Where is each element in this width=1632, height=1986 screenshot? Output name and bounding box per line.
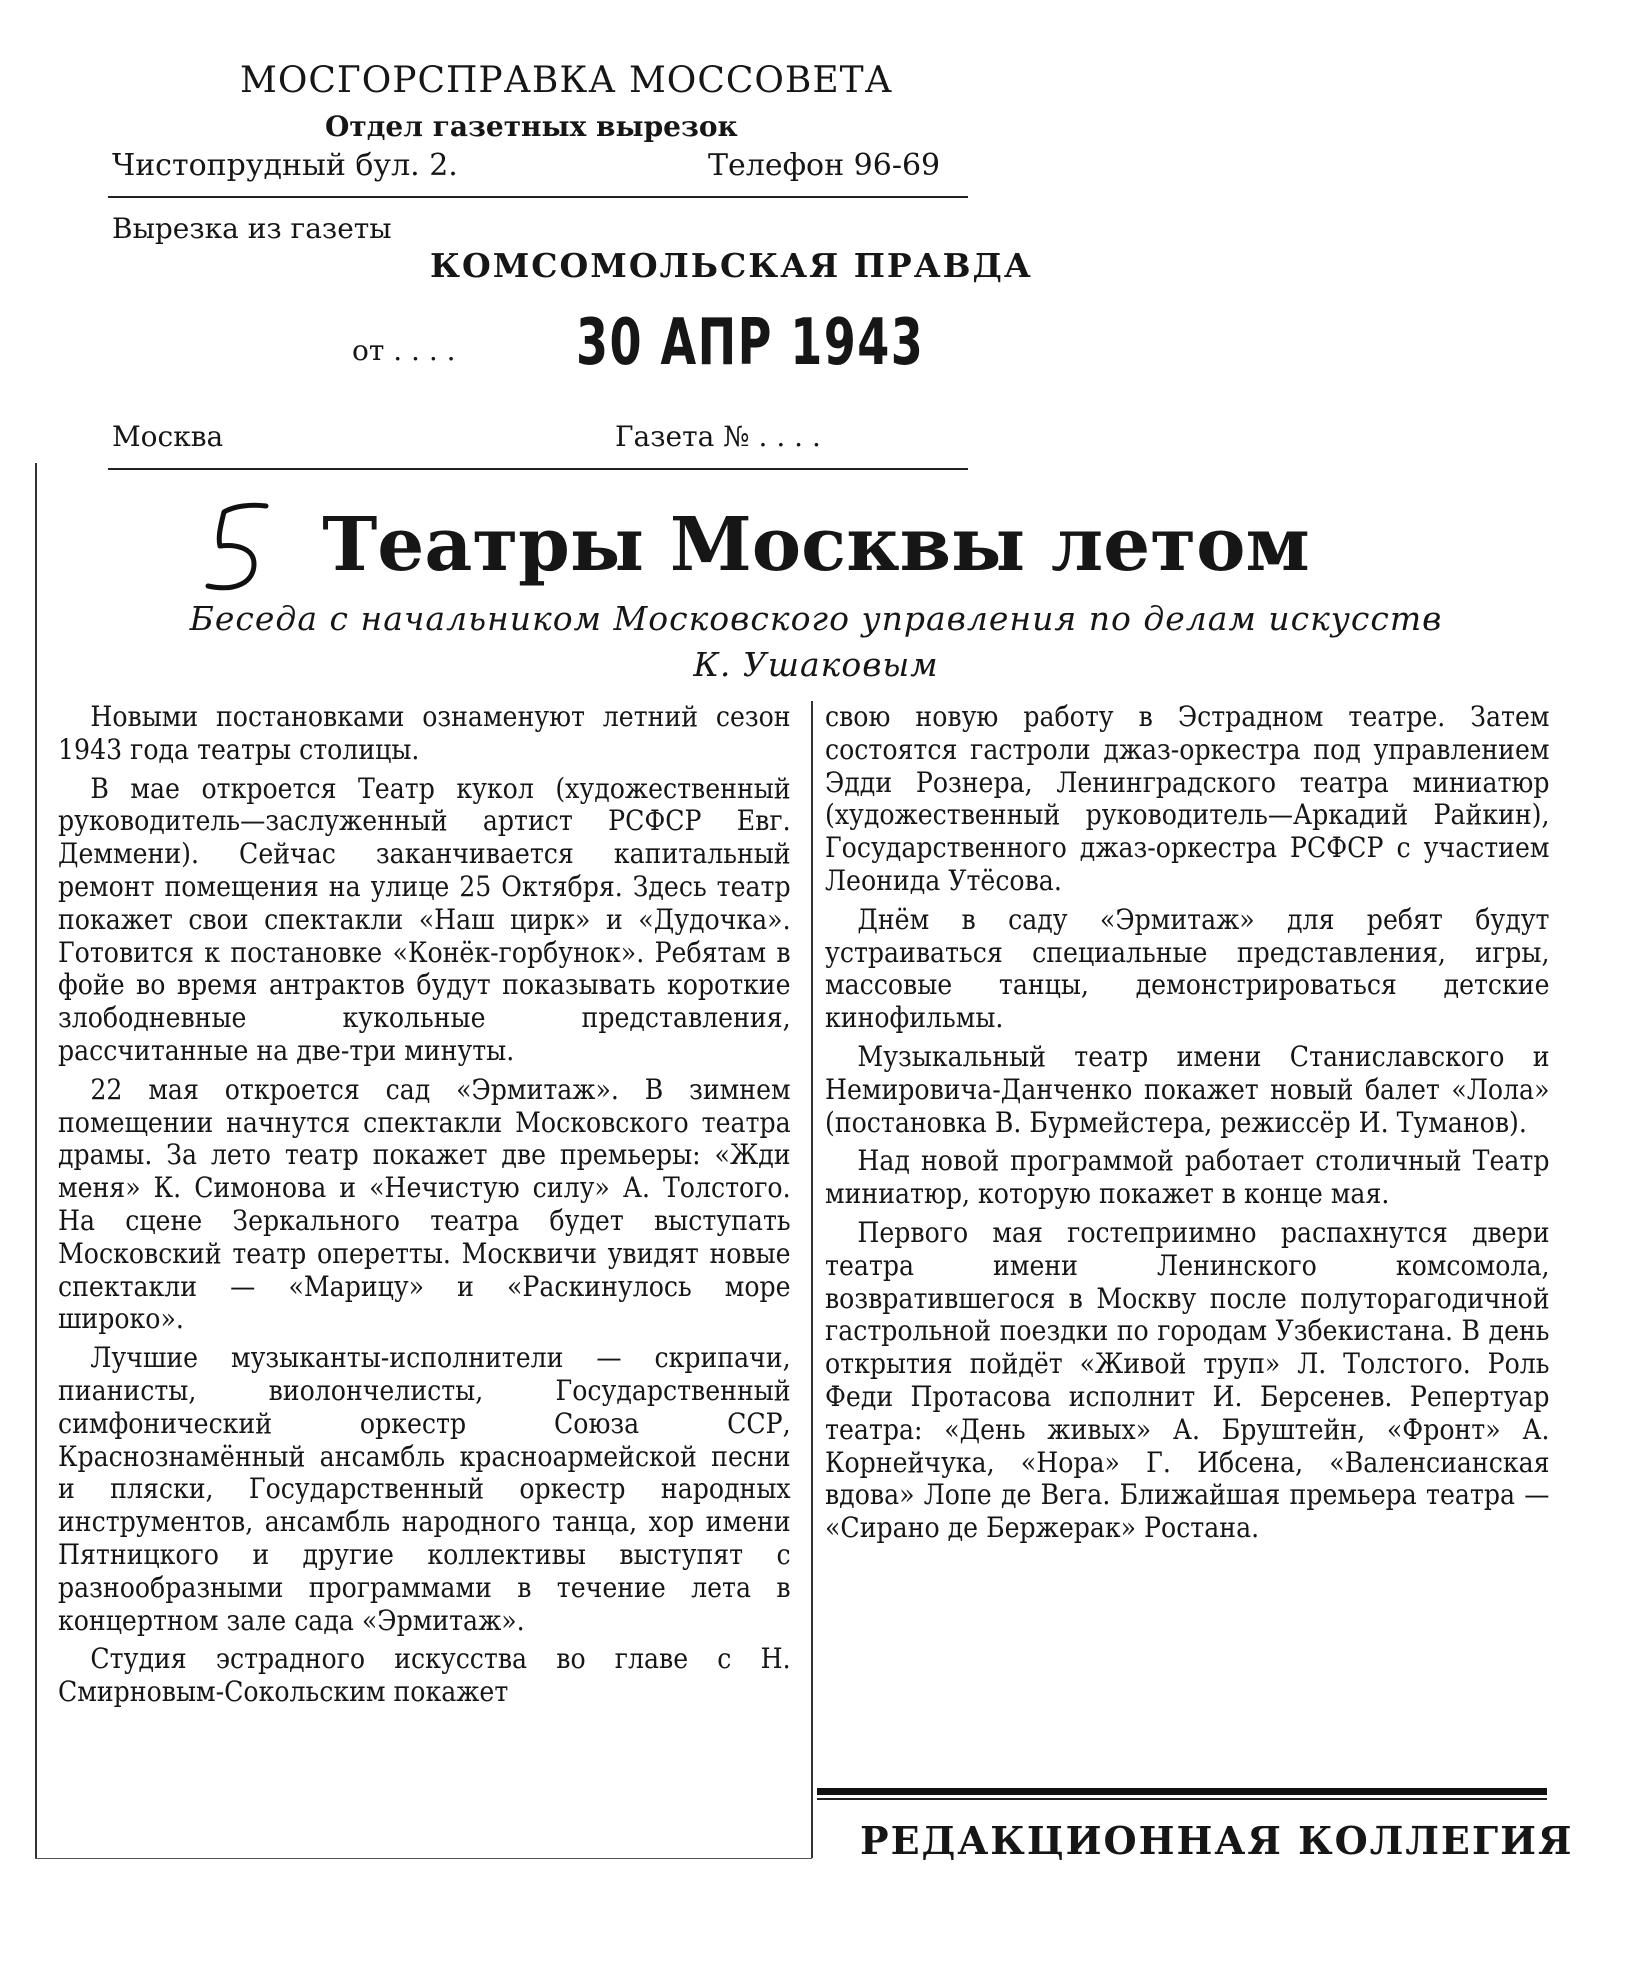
- department-name: Отдел газетных вырезок: [325, 110, 738, 143]
- paragraph: Музыкальный театр имени Станиславского и Немировича-Данченко покажет новый балет «Лола» (постановка В. Бурмейстера, режиссёр И. Туманов).: [825, 1039, 1550, 1139]
- left-column: [58, 701, 791, 1715]
- issue-number-label: Газета № . . . .: [615, 420, 821, 453]
- phone-number: Телефон 96-69: [708, 148, 941, 183]
- paragraph: 22 мая откроется сад «Эрмитаж». В зимнем помещении начнутся спектакли Московского театра драмы. За лето театр покажет две премьеры: «Жди меня» К. Симонова и «Нечистую силу» А. Толстого. На сцене Зеркального театра будет выступать Московский театр оперетты. Москвичи увидят новые спектакли — «Марицу» и «Раскинулось море широко».: [58, 1072, 791, 1336]
- date-prefix: от . . . .: [352, 334, 456, 367]
- subtitle-name: К. Ушаковым: [693, 645, 939, 684]
- column-separator: [811, 701, 813, 1858]
- article-subtitle: [0, 596, 1632, 688]
- paragraph: Первого мая гостеприимно распахнутся двери театра имени Ленинского комсомола, возвратившегося в Москву после полуторагодичной гастрольной поездки по городам Узбекистана. В день открытия пойдёт «Живой труп» Л. Толстого. Роль Феди Протасова исполнит И. Берсенев. Репертуар театра: «День живых» А. Бруштейн, «Фронт» А. Корнейчука, «Нора» Г. Ибсена, «Валенсианская вдова» Лопе де Вега. Ближайшая премьера театра — «Сирано де Бержерак» Ростана.: [825, 1215, 1550, 1545]
- subtitle-line: Беседа с начальником Московского управления по делам искусств: [189, 599, 1443, 638]
- newspaper-name: КОМСОМОЛЬСКАЯ ПРАВДА: [430, 246, 1033, 285]
- footer-thick-rule: [817, 1788, 1547, 1795]
- paragraph: Над новой программой работает столичный Театр миниатюр, которую покажет в конце мая.: [825, 1144, 1550, 1211]
- date-stamp: 30 АПР 1943: [576, 306, 925, 380]
- bottom-rule: [35, 1858, 812, 1859]
- header-bottom-divider: [108, 468, 968, 470]
- paragraph: Новыми постановками ознаменуют летний сезон 1943 года театры столицы.: [58, 700, 791, 766]
- editorial-board: РЕДАКЦИОННАЯ КОЛЛЕГИЯ: [860, 1818, 1574, 1863]
- paragraph: Студия эстрадного искусства во главе с Н. Смирновым-Сокольским покажет: [58, 1642, 791, 1709]
- header-divider: [108, 196, 968, 198]
- paragraph: Лучшие музыканты-исполнители — скрипачи, пианисты, виолончелисты, Государственный симфонический оркестр Союза ССР, Краснознамённый ансамбль красноармейской песни и пляски, Государственный оркестр народных инструментов, ансамбль народного танца, хор имени Пятницкого и другие коллективы выступят с разнообразными программами в течение лета в концертном зале сада «Эрмитаж».: [58, 1341, 791, 1637]
- article-title: Театры Москвы летом: [322, 502, 1310, 588]
- paragraph: В мае откроется Театр кукол (художественный руководитель—заслуженный артист РСФСР Евг. Деммени). Сейчас заканчивается капитальный ремонт помещения на улице 25 Октября. Здесь театр покажет свои спектакли «Наш цирк» и «Дудочка». Готовится к постановке «Конёк-горбунок». Ребятам в фойе во время антрактов будут показывать короткие злободневные кукольные представления, рассчитанные на две-три минуты.: [58, 771, 791, 1067]
- paragraph: Днём в саду «Эрмитаж» для ребят будут устраиваться специальные представления, игры, массовые танцы, демонстрироваться детские кинофильмы.: [825, 902, 1550, 1035]
- left-column-rule: [35, 463, 37, 1858]
- right-column: [825, 701, 1550, 1551]
- paragraph-continuation: свою новую работу в Эстрадном театре. Затем состоятся гастроли джаз-оркестра под управлением Эдди Рознера, Ленинградского театра миниатюр (художественный руководитель—Аркадий Райкин), Государственного джаз-оркестра РСФСР с участием Леонида Утёсова.: [825, 700, 1550, 897]
- organization-name: МОСГОРСПРАВКА МОССОВЕТА: [240, 60, 893, 101]
- city: Москва: [112, 420, 224, 453]
- clipping-label: Вырезка из газеты: [112, 212, 392, 245]
- footer-thin-rule: [817, 1798, 1547, 1800]
- address: Чистопрудный бул. 2.: [112, 148, 458, 183]
